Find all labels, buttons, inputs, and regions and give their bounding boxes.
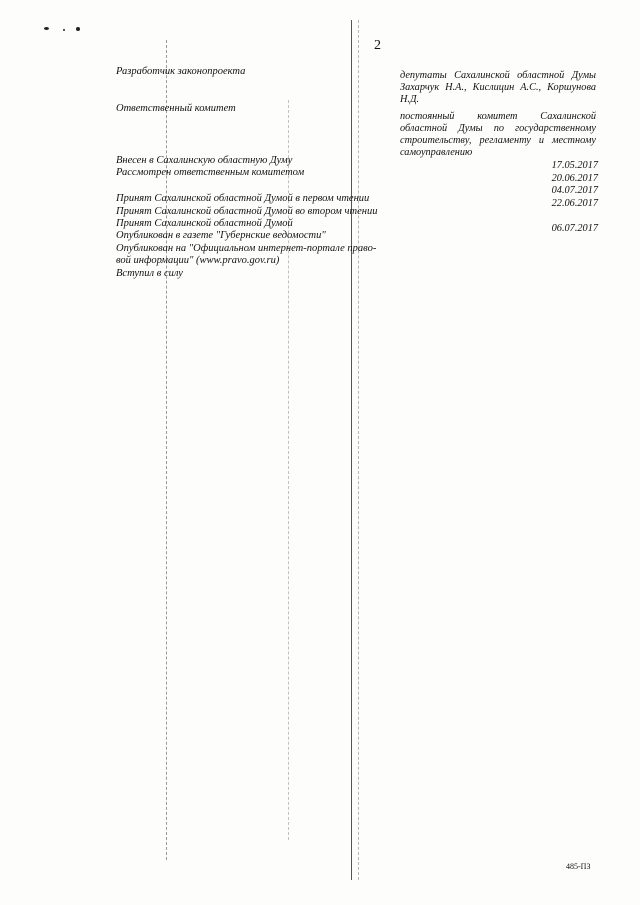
effective-label: Вступил в силу bbox=[116, 268, 183, 279]
second-reading-date: 22.06.2017 bbox=[551, 198, 598, 209]
scan-streak bbox=[351, 20, 352, 880]
developer-value: депутаты Сахалинской областной Думы Захарчук Н.А., Кислицин А.С., Коршунова Н.Д. bbox=[400, 70, 596, 105]
scan-speck bbox=[76, 27, 80, 31]
scan-streak bbox=[358, 20, 359, 880]
published-gazette-label: Опубликован в газете "Губернские ведомости" bbox=[116, 230, 326, 241]
reviewed-label: Рассмотрен ответственным комитетом bbox=[116, 167, 305, 178]
adopted-label: Принят Сахалинской областной Думой bbox=[116, 218, 293, 229]
footer-code: 485-ПЗ bbox=[566, 862, 591, 871]
scan-speck bbox=[63, 29, 65, 31]
committee-value: постоянный комитет Сахалинской областной Думы по государственному строительству, регламенту и местному самоуправлению bbox=[400, 111, 596, 158]
submitted-date: 17.05.2017 bbox=[551, 160, 598, 171]
developer-label: Разработчик законопроекта bbox=[116, 66, 246, 77]
published-gazette-date: 06.07.2017 bbox=[551, 223, 598, 234]
reviewed-date: 20.06.2017 bbox=[551, 173, 598, 184]
published-portal-label: Опубликован на "Официальном интернет-портале право- bbox=[116, 243, 377, 254]
second-reading-label: Принят Сахалинской областной Думой во втором чтении bbox=[116, 206, 378, 217]
scan-speck bbox=[44, 27, 49, 30]
first-reading-date: 04.07.2017 bbox=[551, 185, 598, 196]
published-portal-label-cont: вой информации" (www.pravo.gov.ru) bbox=[116, 255, 280, 266]
submitted-label: Внесен в Сахалинскую областную Думу bbox=[116, 155, 293, 166]
first-reading-label: Принят Сахалинской областной Думой в первом чтении bbox=[116, 193, 370, 204]
committee-label: Ответственный комитет bbox=[116, 103, 236, 114]
page-number: 2 bbox=[374, 38, 381, 53]
